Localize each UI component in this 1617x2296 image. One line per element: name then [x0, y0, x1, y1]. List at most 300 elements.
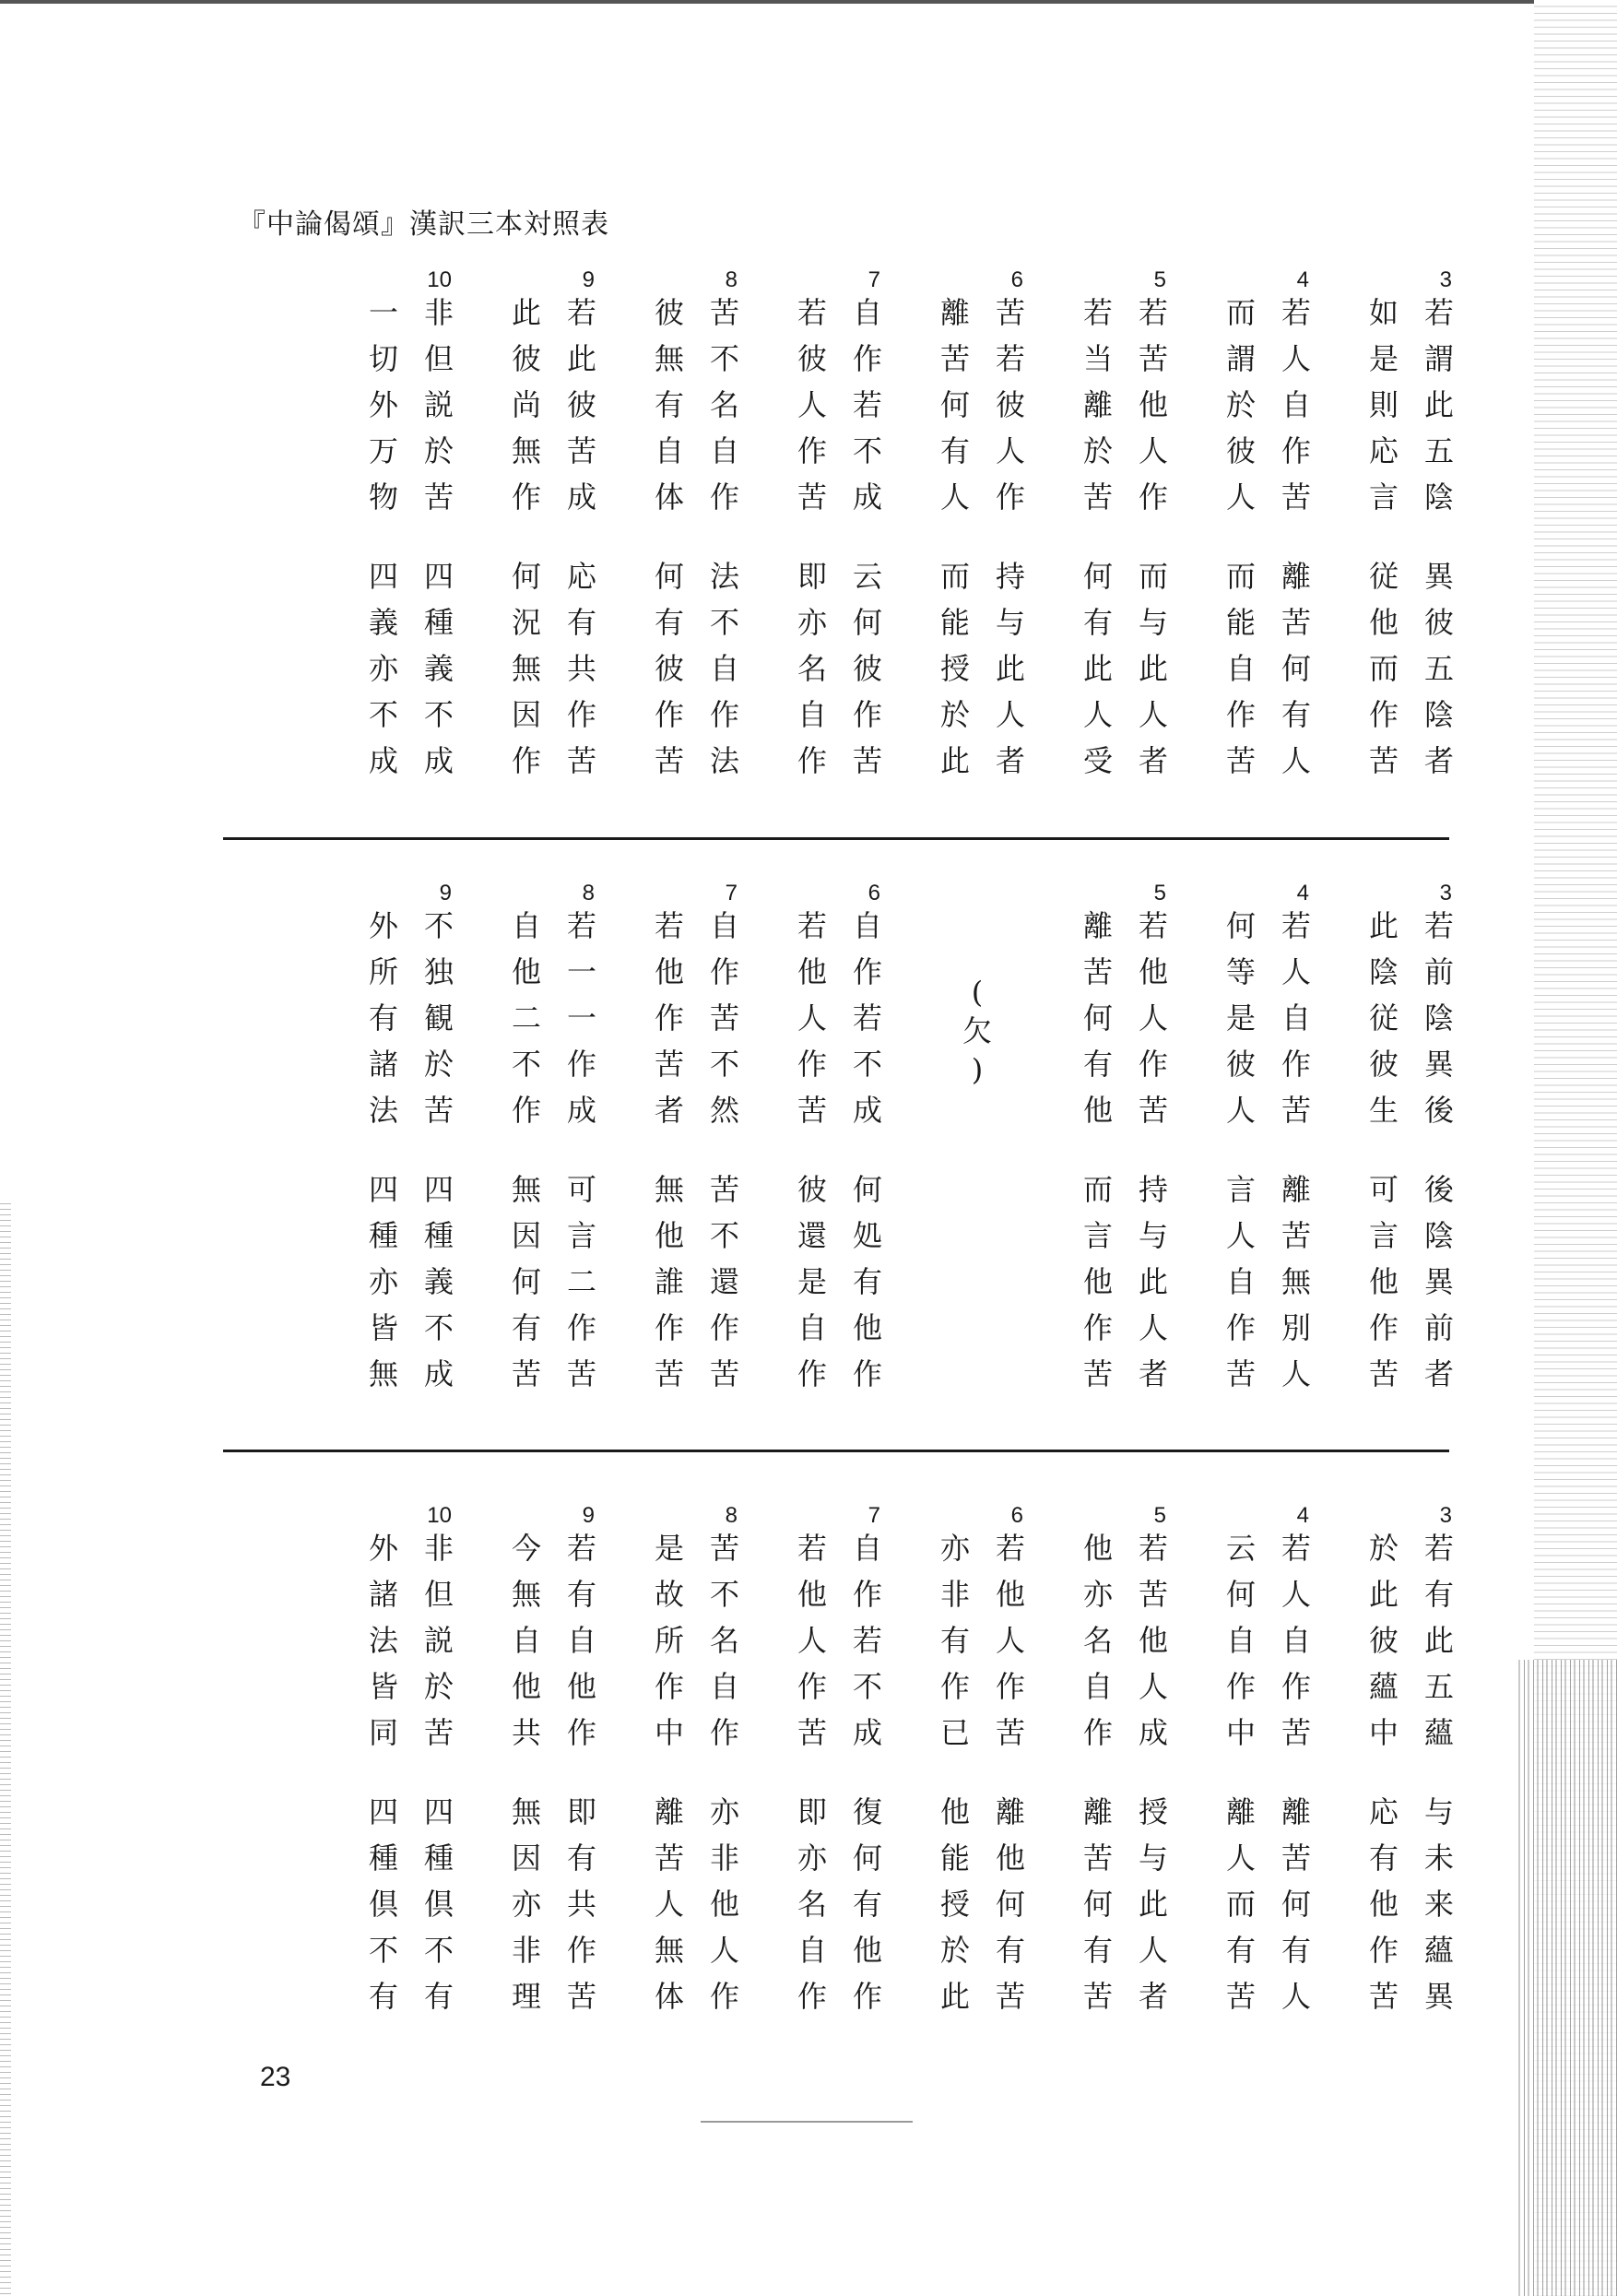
- glyph: 能: [939, 605, 970, 640]
- glyph: 人: [1138, 1000, 1168, 1036]
- glyph: 苦: [511, 1356, 541, 1391]
- glyph: 因: [511, 1840, 541, 1876]
- glyph: 何: [511, 559, 541, 594]
- glyph: 人: [1281, 341, 1311, 376]
- glyph: 与: [1138, 1840, 1168, 1876]
- glyph: 自: [1281, 1623, 1311, 1658]
- section-divider-2: [223, 1450, 1449, 1452]
- table-section-3: [350, 1503, 1466, 2056]
- verse-line-2: [1362, 1525, 1406, 1756]
- verse-line-3: [988, 553, 1033, 784]
- verse-line-3: [1131, 1166, 1175, 1397]
- glyph: 人: [1225, 1218, 1256, 1253]
- glyph: 自: [566, 1623, 596, 1658]
- glyph: 成: [566, 479, 596, 515]
- glyph: 切: [368, 341, 398, 376]
- glyph: 自: [709, 908, 739, 943]
- glyph: 有: [1281, 1933, 1311, 1968]
- verse-line-1: [560, 903, 604, 1133]
- verse-line-4: [361, 1166, 406, 1397]
- verse-line-3: [702, 553, 747, 784]
- glyph: 是: [1225, 1000, 1256, 1036]
- glyph: 此: [1138, 1887, 1168, 1922]
- glyph: 法: [368, 1093, 398, 1128]
- glyph: 他: [852, 1933, 882, 1968]
- glyph: 作: [511, 479, 541, 515]
- glyph: 無: [654, 341, 684, 376]
- glyph: 若: [566, 1531, 596, 1566]
- glyph: 非: [511, 1933, 541, 1968]
- glyph: 有: [511, 1310, 541, 1345]
- verse-line-1: [702, 903, 747, 1133]
- glyph: 独: [423, 954, 454, 989]
- glyph: 苦: [709, 1172, 739, 1207]
- glyph: 人: [709, 1933, 739, 1968]
- verse-line-2: [790, 903, 834, 1133]
- verse-line-4: [1362, 553, 1406, 784]
- glyph: 共: [566, 1887, 596, 1922]
- glyph: 人: [1138, 1669, 1168, 1704]
- glyph: 有: [852, 1264, 882, 1299]
- glyph: 苦: [566, 1979, 596, 2014]
- glyph: 苦: [1368, 1356, 1399, 1391]
- glyph: 他: [1138, 954, 1168, 989]
- glyph: 授: [939, 1887, 970, 1922]
- glyph: 於: [939, 1933, 970, 1968]
- glyph: 有: [939, 433, 970, 468]
- glyph: 離: [654, 1794, 684, 1829]
- glyph: 亦: [797, 605, 827, 640]
- glyph: 人: [797, 387, 827, 422]
- glyph: 離: [1281, 559, 1311, 594]
- verse-block: 4 若 人 自 作 苦 而 謂 於 彼 人 離 苦 何 有 人 而 能 自 作 苦: [1208, 267, 1318, 811]
- glyph: 人: [1281, 743, 1311, 778]
- verse-line-2: [790, 1525, 834, 1756]
- glyph: 一: [566, 954, 596, 989]
- glyph: 自: [511, 908, 541, 943]
- glyph: 有: [423, 1979, 454, 2014]
- verse-line-2: [1219, 290, 1263, 520]
- glyph: 人: [1281, 954, 1311, 989]
- glyph: 自: [511, 1623, 541, 1658]
- glyph: 能: [939, 1840, 970, 1876]
- glyph: 則: [1368, 387, 1399, 422]
- glyph: 作: [797, 743, 827, 778]
- glyph: 自: [709, 651, 739, 686]
- verse-block: 6 自 作 若 不 成 若 他 人 作 苦 何 処 有 他 作 彼 還 是 自 作: [779, 881, 890, 1425]
- glyph: 亦: [368, 651, 398, 686]
- glyph: 此: [939, 743, 970, 778]
- glyph: 此: [1423, 1623, 1454, 1658]
- glyph: 有: [1082, 1047, 1113, 1082]
- glyph: 者: [1423, 743, 1454, 778]
- glyph: 他: [1368, 1264, 1399, 1299]
- verse-line-1: [1131, 903, 1175, 1133]
- glyph: 何: [852, 1840, 882, 1876]
- scan-right-edge-shadow: [1516, 1660, 1617, 2296]
- glyph: 於: [423, 1669, 454, 1704]
- verse-line-3: [560, 1166, 604, 1397]
- glyph: 何: [1225, 908, 1256, 943]
- glyph: 云: [852, 559, 882, 594]
- glyph: 而: [939, 559, 970, 594]
- glyph: 有: [995, 1933, 1025, 1968]
- glyph: 人: [1225, 1093, 1256, 1128]
- verse-line-3: [417, 1789, 461, 2019]
- glyph: 如: [1368, 295, 1399, 330]
- glyph: 苦: [1082, 1979, 1113, 2014]
- glyph: 有: [566, 1577, 596, 1612]
- glyph: 彼: [995, 387, 1025, 422]
- glyph: 観: [423, 1000, 454, 1036]
- glyph: 而: [1225, 1887, 1256, 1922]
- glyph: 中: [1225, 1715, 1256, 1750]
- verse-block: 9 不 独 観 於 苦 外 所 有 諸 法 四 種 義 不 成 四 種 亦 皆 無: [350, 881, 461, 1425]
- glyph: 後: [1423, 1172, 1454, 1207]
- glyph: 作: [1225, 1310, 1256, 1345]
- table-section-2: [350, 881, 1466, 1434]
- verse-line-1: [417, 290, 461, 520]
- glyph: 離: [1082, 908, 1113, 943]
- glyph: 是: [654, 1531, 684, 1566]
- glyph: 作: [654, 1669, 684, 1704]
- verse-line-4: [933, 1789, 977, 2019]
- glyph: 若: [995, 1531, 1025, 1566]
- glyph: 而: [1368, 651, 1399, 686]
- glyph: 非: [423, 1531, 454, 1566]
- glyph: 言: [1368, 1218, 1399, 1253]
- glyph: 自: [797, 697, 827, 732]
- glyph: 何: [1281, 651, 1311, 686]
- glyph: 義: [423, 651, 454, 686]
- glyph: 離: [1281, 1172, 1311, 1207]
- verse-line-4: [790, 1789, 834, 2019]
- page-number: 23: [260, 2062, 291, 2092]
- glyph: 若: [1281, 908, 1311, 943]
- verse-line-2: [504, 290, 549, 520]
- verse-block: 4 若 人 自 作 苦 云 何 自 作 中 離 苦 何 有 人 離 人 而 有 苦: [1208, 1503, 1318, 2047]
- glyph: 体: [654, 479, 684, 515]
- glyph: 此: [566, 341, 596, 376]
- glyph: 五: [1423, 1669, 1454, 1704]
- glyph: 名: [797, 651, 827, 686]
- glyph: 若: [852, 1623, 882, 1658]
- glyph: 苦: [797, 1715, 827, 1750]
- glyph: 是: [797, 1264, 827, 1299]
- glyph: 義: [423, 1264, 454, 1299]
- glyph: 有: [1281, 697, 1311, 732]
- glyph: 有: [939, 1623, 970, 1658]
- glyph: 人: [1138, 433, 1168, 468]
- glyph: 苦: [1082, 954, 1113, 989]
- table-section-1: [350, 267, 1466, 821]
- glyph: 彼: [797, 1172, 827, 1207]
- verse-line-3: [845, 1789, 890, 2019]
- glyph: 此: [1138, 651, 1168, 686]
- glyph: 説: [423, 1623, 454, 1658]
- glyph: 無: [1281, 1264, 1311, 1299]
- glyph: 此: [1368, 1577, 1399, 1612]
- scan-mark: [701, 2121, 913, 2123]
- glyph: 作: [1368, 1933, 1399, 1968]
- glyph: 所: [368, 954, 398, 989]
- glyph: 共: [511, 1715, 541, 1750]
- glyph: 無: [654, 1933, 684, 1968]
- glyph: 苦: [1138, 1577, 1168, 1612]
- glyph: 不: [709, 341, 739, 376]
- glyph: 而: [1225, 559, 1256, 594]
- glyph: 離: [939, 295, 970, 330]
- glyph: 彼: [1368, 1623, 1399, 1658]
- glyph: 謂: [1423, 341, 1454, 376]
- verse-line-3: [417, 1166, 461, 1397]
- glyph: 此: [995, 651, 1025, 686]
- glyph: 非: [423, 295, 454, 330]
- glyph: 苦: [1368, 1979, 1399, 2014]
- glyph: 有: [1082, 605, 1113, 640]
- glyph: 作: [995, 1669, 1025, 1704]
- glyph: 成: [1138, 1715, 1168, 1750]
- verse-line-2: [361, 290, 406, 520]
- glyph: 於: [1225, 387, 1256, 422]
- glyph: 何: [939, 387, 970, 422]
- glyph: 不: [511, 1047, 541, 1082]
- verse-block: 7 自 作 若 不 成 若 他 人 作 苦 復 何 有 他 作 即 亦 名 自 作: [779, 1503, 890, 2047]
- glyph: 不: [709, 1577, 739, 1612]
- glyph: 謂: [1225, 341, 1256, 376]
- glyph: 何: [1225, 1577, 1256, 1612]
- verse-line-3: [702, 1789, 747, 2019]
- glyph: 種: [423, 1840, 454, 1876]
- glyph: 即: [797, 559, 827, 594]
- glyph: 種: [368, 1218, 398, 1253]
- glyph: 二: [566, 1264, 596, 1299]
- glyph: 応: [1368, 433, 1399, 468]
- verse-line-4: [1219, 553, 1263, 784]
- glyph: 有: [654, 387, 684, 422]
- verse-block: 9 若 此 彼 苦 成 此 彼 尚 無 作 応 有 共 作 苦 何 況 無 因 作: [493, 267, 604, 811]
- glyph: 於: [939, 697, 970, 732]
- glyph: 従: [1368, 559, 1399, 594]
- verse-block: 3 若 有 此 五 蘊 於 此 彼 蘊 中 与 未 来 蘊 異 応 有 他 作 苦: [1351, 1503, 1461, 2047]
- glyph: 四: [368, 559, 398, 594]
- verse-line-3: [702, 1166, 747, 1397]
- glyph: 成: [368, 743, 398, 778]
- verse-block: 10 非 但 説 於 苦 外 諸 法 皆 同 四 種 倶 不 有 四 種 倶 不 有: [350, 1503, 461, 2047]
- glyph: 不: [423, 1310, 454, 1345]
- glyph: 人: [1138, 697, 1168, 732]
- glyph: 苦: [566, 1356, 596, 1391]
- glyph: 能: [1225, 605, 1256, 640]
- glyph: 後: [1423, 1093, 1454, 1128]
- glyph: 苦: [566, 743, 596, 778]
- verse-line-2: [790, 290, 834, 520]
- glyph: 異: [1423, 559, 1454, 594]
- verse-line-2: [647, 1525, 691, 1756]
- glyph: 作: [852, 697, 882, 732]
- glyph: 従: [1368, 1000, 1399, 1036]
- glyph: 不: [852, 433, 882, 468]
- glyph: 他: [709, 1887, 739, 1922]
- glyph: 離: [1082, 1794, 1113, 1829]
- glyph: 他: [1082, 1264, 1113, 1299]
- glyph: 者: [1423, 1356, 1454, 1391]
- verse-line-1: [845, 903, 890, 1133]
- glyph: 作: [1082, 1715, 1113, 1750]
- glyph: 理: [511, 1979, 541, 2014]
- glyph: 若: [1138, 908, 1168, 943]
- glyph: 人: [654, 1887, 684, 1922]
- glyph: 他: [939, 1794, 970, 1829]
- verse-block: [922, 881, 1033, 1425]
- glyph: 若: [852, 1000, 882, 1036]
- glyph: 作: [1368, 697, 1399, 732]
- glyph: 不: [423, 908, 454, 943]
- glyph: 若: [566, 295, 596, 330]
- verse-line-2: [647, 903, 691, 1133]
- glyph: 但: [423, 1577, 454, 1612]
- glyph: 於: [423, 433, 454, 468]
- glyph: 人: [939, 479, 970, 515]
- verse-block: 5 若 他 人 作 苦 離 苦 何 有 他 持 与 此 人 者 而 言 他 作 苦: [1065, 881, 1175, 1425]
- verse-line-2: [1076, 290, 1120, 520]
- glyph: 離: [1082, 387, 1113, 422]
- glyph: 苦: [1225, 1979, 1256, 2014]
- glyph: 言: [1225, 1172, 1256, 1207]
- glyph: 不: [368, 697, 398, 732]
- verse-line-4: [790, 1166, 834, 1397]
- verse-line-2: [1362, 290, 1406, 520]
- verse-block: 4 若 人 自 作 苦 何 等 是 彼 人 離 苦 無 別 人 言 人 自 作 苦: [1208, 881, 1318, 1425]
- verse-block: 6 若 他 人 作 苦 亦 非 有 作 已 離 他 何 有 苦 他 能 授 於 此: [922, 1503, 1033, 2047]
- glyph: 人: [1225, 479, 1256, 515]
- glyph: 況: [511, 605, 541, 640]
- glyph: 彼: [1368, 1047, 1399, 1082]
- glyph: 云: [1225, 1531, 1256, 1566]
- glyph: 亦: [1082, 1577, 1113, 1612]
- verse-line-3: [988, 1789, 1033, 2019]
- glyph: 此: [1368, 908, 1399, 943]
- glyph: 等: [1225, 954, 1256, 989]
- verse-line-3: [560, 1789, 604, 2019]
- glyph: 作: [797, 1356, 827, 1391]
- glyph: 苦: [995, 295, 1025, 330]
- glyph: 他: [1082, 1531, 1113, 1566]
- glyph: 苦: [654, 743, 684, 778]
- glyph: 彼: [852, 651, 882, 686]
- verse-line-4: [504, 1166, 549, 1397]
- glyph: 若: [1138, 295, 1168, 330]
- glyph: 不: [709, 1047, 739, 1082]
- glyph: 無: [511, 433, 541, 468]
- verse-line-1: [1131, 1525, 1175, 1756]
- glyph: 作: [1225, 1669, 1256, 1704]
- verse-line-4: [504, 1789, 549, 2019]
- glyph: 苦: [1082, 479, 1113, 515]
- glyph: 離: [1281, 1794, 1311, 1829]
- glyph: 而: [1138, 559, 1168, 594]
- glyph: 苦: [1281, 1218, 1311, 1253]
- glyph: 他: [511, 954, 541, 989]
- verse-line-3: [1417, 1166, 1461, 1397]
- verse-block: 5 若 苦 他 人 作 若 当 離 於 苦 而 与 此 人 者 何 有 此 人 受: [1065, 267, 1175, 811]
- verse-line-4: [647, 553, 691, 784]
- glyph: 若: [852, 387, 882, 422]
- glyph: 離: [1225, 1794, 1256, 1829]
- glyph: 万: [368, 433, 398, 468]
- glyph: 五: [1423, 433, 1454, 468]
- verse-line-1: [702, 1525, 747, 1756]
- verse-line-4: [647, 1166, 691, 1397]
- verse-block: 9 若 有 自 他 作 今 無 自 他 共 即 有 共 作 苦 無 因 亦 非 理: [493, 1503, 604, 2047]
- glyph: 倶: [423, 1887, 454, 1922]
- glyph: 自: [797, 1933, 827, 1968]
- glyph: 作: [709, 1715, 739, 1750]
- glyph: 中: [654, 1715, 684, 1750]
- glyph: 与: [1423, 1794, 1454, 1829]
- glyph: 彼: [1423, 605, 1454, 640]
- glyph: 与: [1138, 1218, 1168, 1253]
- verse-line-2: [1219, 903, 1263, 1133]
- verse-line-3: [417, 553, 461, 784]
- glyph: 因: [511, 697, 541, 732]
- glyph: 作: [654, 697, 684, 732]
- glyph: 成: [852, 1715, 882, 1750]
- glyph: 作: [1368, 1310, 1399, 1345]
- glyph: 応: [566, 559, 596, 594]
- glyph: 作: [797, 1047, 827, 1082]
- glyph: 無: [511, 1577, 541, 1612]
- verse-line-1: [988, 1525, 1033, 1756]
- glyph: 人: [1281, 1577, 1311, 1612]
- glyph: 彼: [654, 651, 684, 686]
- verse-line-2: [1362, 903, 1406, 1133]
- glyph: 処: [852, 1218, 882, 1253]
- glyph: 人: [1281, 1979, 1311, 2014]
- glyph: 此: [1082, 651, 1113, 686]
- glyph: 於: [423, 1047, 454, 1082]
- glyph: 於: [1082, 433, 1113, 468]
- glyph: 若: [1082, 295, 1113, 330]
- glyph: 人: [797, 1623, 827, 1658]
- glyph: 有: [566, 605, 596, 640]
- glyph: 作: [654, 1000, 684, 1036]
- glyph: 彼: [797, 341, 827, 376]
- glyph: 応: [1368, 1794, 1399, 1829]
- glyph: 種: [368, 1840, 398, 1876]
- glyph: 一: [368, 295, 398, 330]
- glyph: 自: [1225, 1623, 1256, 1658]
- verse-line-4: [1076, 1166, 1120, 1397]
- glyph: 復: [852, 1794, 882, 1829]
- glyph: 他: [654, 1218, 684, 1253]
- verse-line-3: [1417, 1789, 1461, 2019]
- verse-line-1: [1417, 290, 1461, 520]
- glyph: 彼: [654, 295, 684, 330]
- glyph: 還: [709, 1264, 739, 1299]
- glyph: 此: [511, 295, 541, 330]
- glyph: 苦: [423, 1715, 454, 1750]
- glyph: 五: [1423, 651, 1454, 686]
- glyph: 若: [1423, 908, 1454, 943]
- verse-line-3: [845, 1166, 890, 1397]
- glyph: 成: [566, 1093, 596, 1128]
- glyph: 言: [1082, 1218, 1113, 1253]
- glyph: 苦: [995, 1979, 1025, 2014]
- glyph: 是: [1368, 341, 1399, 376]
- glyph: 作: [709, 697, 739, 732]
- glyph: 蘊: [1423, 1933, 1454, 1968]
